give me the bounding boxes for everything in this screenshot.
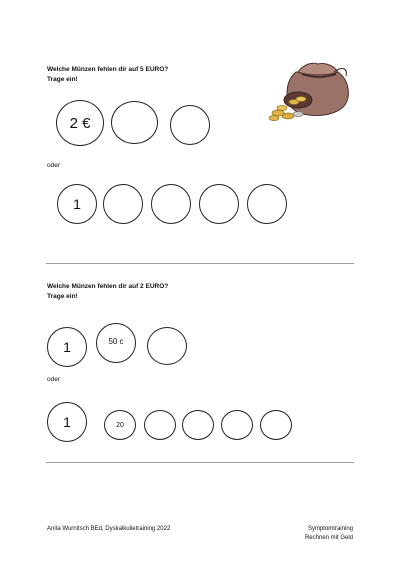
question-2: Welche Münzen fehlen dir auf 2 EURO? xyxy=(47,283,169,290)
divider xyxy=(46,263,354,264)
question-1: Welche Münzen fehlen dir auf 5 EURO? xyxy=(47,66,169,73)
divider xyxy=(46,462,354,463)
coin-label: 50 c xyxy=(108,337,124,346)
coin-label: 1 xyxy=(63,339,71,355)
coin-1-euro xyxy=(57,184,97,224)
coin-empty-slot[interactable] xyxy=(182,410,214,440)
coin-empty-slot[interactable] xyxy=(260,410,292,440)
coin-1-euro xyxy=(47,402,87,442)
coin-label: 1 xyxy=(63,414,71,430)
coin-label: 2 € xyxy=(69,114,91,132)
separator-1: oder xyxy=(47,162,61,169)
coin-20-cent xyxy=(104,410,136,440)
instruction-1: Trage ein! xyxy=(47,76,78,83)
money-bag-icon xyxy=(268,58,358,122)
coin-empty-slot[interactable] xyxy=(170,105,210,145)
footer-author: Anita Wurnitsch BEd, Dyskalkulietraining 2022 xyxy=(47,526,171,532)
footer-title-line-1: Symptomtraining xyxy=(307,526,353,532)
coin-1-euro xyxy=(47,327,87,367)
footer-title xyxy=(305,525,353,543)
coin-empty-slot[interactable] xyxy=(144,410,176,440)
instruction-2: Trage ein! xyxy=(47,293,78,300)
coin-2-euro xyxy=(56,100,104,146)
coin-empty-slot[interactable] xyxy=(221,410,253,440)
coin-empty-slot[interactable] xyxy=(111,101,158,144)
coin-empty-slot[interactable] xyxy=(199,184,239,224)
coin-empty-slot[interactable] xyxy=(151,184,191,224)
coin-empty-slot[interactable] xyxy=(103,184,143,224)
footer-title-line-2: Rechnen mit Geld xyxy=(304,535,353,541)
coin-50-cent xyxy=(96,323,136,363)
coin-empty-slot[interactable] xyxy=(247,184,287,224)
coin-empty-slot[interactable] xyxy=(147,327,187,365)
separator-2: oder xyxy=(47,376,61,383)
coin-label: 20 xyxy=(116,421,124,429)
coin-label: 1 xyxy=(73,196,81,212)
